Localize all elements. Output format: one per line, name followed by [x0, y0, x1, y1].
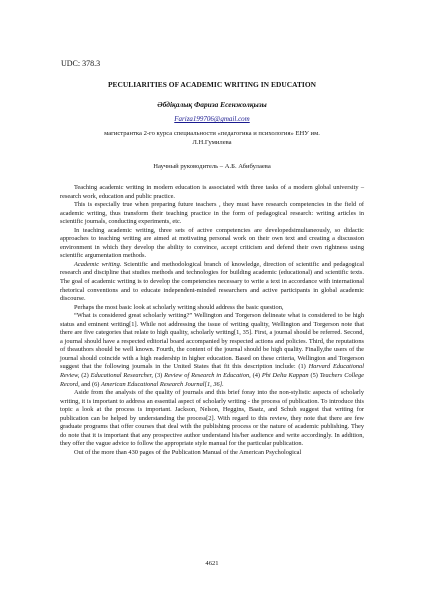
- journal-name: American Educational Research Journal[1, 36].: [101, 380, 224, 388]
- body-text: [60, 184, 364, 458]
- paper-title: PECULIARITIES OF ACADEMIC WRITING IN EDUCATION: [107, 80, 317, 89]
- paragraph-text: and (6): [79, 380, 101, 388]
- paragraph-text: (5): [308, 372, 320, 380]
- paragraph-text: (2): [79, 372, 91, 380]
- paragraph-text: (3): [152, 372, 165, 380]
- journal-name: Phi Delta Kappan: [261, 372, 309, 380]
- paragraph: Perhaps the most basic look at scholarly writing should address the basic question,: [74, 303, 284, 311]
- affiliation-line: Л.Н.Гумилева: [192, 138, 232, 146]
- page-number: 4621: [205, 560, 219, 567]
- paragraph: This is especially true when preparing future teachers , they must have research competencies in the field of academic writing, thus transform their teaching practice in the form of pedagogical research: writing articles in scientific journals, conducting experiments, etc.: [60, 201, 364, 226]
- paragraph: Aside from the analysis of the quality of journals and this brief foray into the non-stylistic aspects of scholarly writing, it is important to address an essential aspect of scholarly writing - the process of publication. To introduce this topic a look at the process is important. Jackson, Nelson, Heggins, Baatz, and Schuh suggest that writing for publication can be helped by understanding the process[2]. With regard to this review, they note that there are few graduate programs that offer courses that deal with the publishing process or the nature of academic publishing. They do note that it is important that any prospective author understand his/her audience and write accordingly. In addition, they offer the vague advice to follow the appropriate style manual for the particular publication.: [60, 389, 364, 448]
- udc-code: UDC: 378.3: [61, 59, 101, 68]
- paragraph-text: Scientific and methodological branch of knowledge, direction of scientific and pedagogical research and discipline that studies methods and technologies for building academic (educational) and scientific texts. The goal of academic writing is to develop the competencies necessary to write a text in accordance with international rhetorical conventions and to educate independent-minded researchers and active participants in global academic discourse.: [60, 260, 364, 303]
- paragraph-text: “What is considered great scholarly writing?” Wellington and Torgerson delineate what is considered to be high status and eminent writing[1]. While not addressing the issue of writing quality, Wellington and Torgerson note that there are five categories that relate to high quality, scholarly writing[1, 35]. First, a journal should be referred. Second, a journal should have a respected editorial board accompanied by respected actions and policies. Third, the reputations of theauthors should be well known. Fourth, the content of the journal should be high quality. Finally,the users of the journal should coincide with a high readership in higher education. Based on these criteria, Wellington and Torgerson suggest that the following journals in the United States that fit this description include: (1): [60, 312, 364, 371]
- paragraph-text: (4): [250, 372, 262, 380]
- paragraph: Teaching academic writing in modern education is associated with three tasks of a modern global university – research work, education and public practice.: [60, 184, 364, 200]
- paragraph: [60, 312, 364, 389]
- paragraph: [60, 261, 364, 304]
- author-affiliation: [0, 130, 424, 147]
- journal-name: Teachers College Record,: [60, 372, 364, 388]
- journal-name: Review of Research in Education,: [164, 372, 251, 380]
- affiliation-line: магистрантка 2-го курса специальности «педагогика и психология» ЕНУ им.: [104, 130, 320, 137]
- term-italic: Academic writing.: [74, 260, 122, 268]
- paragraph: Out of the more than 430 pages of the Publication Manual of the American Psychological: [74, 448, 302, 456]
- journal-name: Educational Researcher,: [90, 372, 153, 380]
- journal-name: Harvard Educational Review,: [60, 363, 364, 380]
- scientific-advisor: Научный руководитель – А.Б. Абибулаева: [153, 163, 271, 170]
- author-name: Әбдіқалық Фариза Есенжолқызы: [157, 100, 267, 109]
- author-email-link[interactable]: Fariza199706@gmail.com: [174, 115, 250, 123]
- paragraph: In teaching academic writing, three sets of active competencies are developedsimultaneously, so didactic approaches to teaching writing are aimed at motivating personal work on their own text and creating a discussion environment in which they develop the ability to convince, accept criticism and defend their own rightness using scientific argumentation methods.: [60, 226, 364, 260]
